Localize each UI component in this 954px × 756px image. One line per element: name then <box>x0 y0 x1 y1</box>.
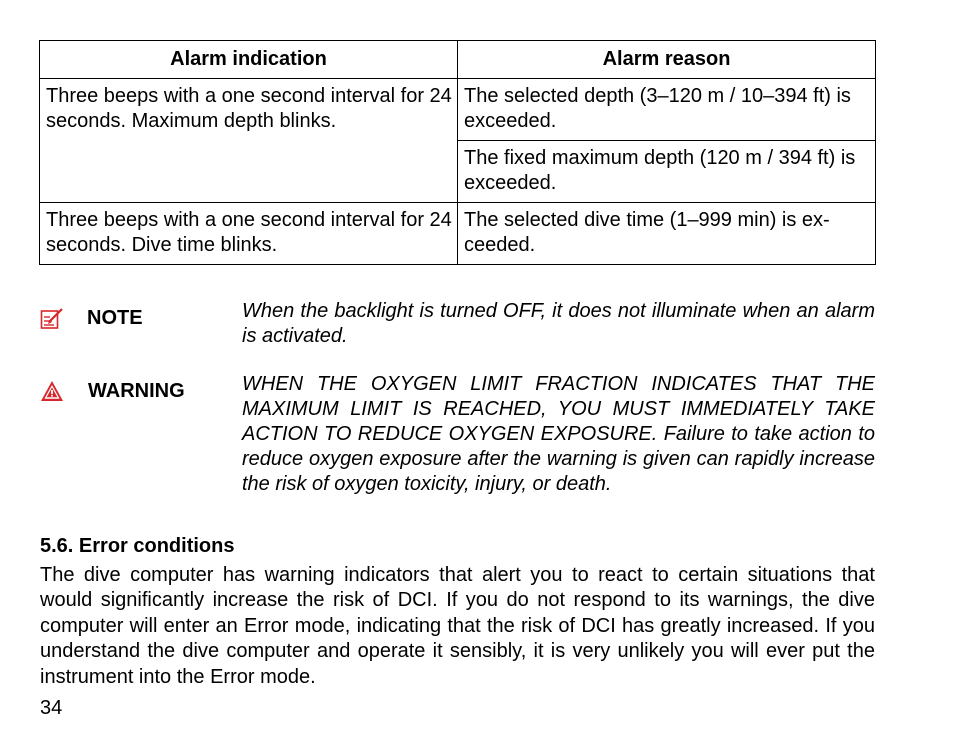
header-alarm-indication: Alarm indication <box>40 41 458 79</box>
cell-reason-selected-depth: The selected depth (3–120 m / 10–394 ft) is exceeded. <box>458 79 876 141</box>
warning-triangle-icon <box>40 379 64 403</box>
cell-indication-dive-time: Three beeps with a one second interval for 24 seconds. Dive time blinks. <box>40 203 458 265</box>
header-alarm-reason: Alarm reason <box>458 41 876 79</box>
table-row <box>40 203 876 265</box>
cell-reason-fixed-depth: The fixed maximum depth (120 m / 394 ft) is exceeded. <box>458 141 876 203</box>
note-pencil-icon <box>40 307 64 331</box>
warning-text: WHEN THE OXYGEN LIMIT FRACTION INDICATES THAT THE MAXIMUM LIMIT IS REACHED, YOU MUST IMMEDIATELY TAKE ACTION TO REDUCE OXYGEN EXPOSURE. Failure to take action to reduce oxygen exposure after the warning is given can rapidly increase the risk of oxygen toxicity, injury, or death. <box>242 373 875 495</box>
alarm-table <box>39 40 876 265</box>
cell-reason-dive-time: The selected dive time (1–999 min) is ex-ceeded. <box>458 203 876 265</box>
section-heading: 5.6. Error conditions <box>40 535 235 557</box>
note-text: When the backlight is turned OFF, it does not illuminate when an alarm is activated. <box>242 300 875 347</box>
note-label: NOTE <box>87 307 143 329</box>
table-header-row <box>40 41 876 79</box>
section-body: The dive computer has warning indicators that alert you to react to certain situations that would significantly increase the risk of DCI. If you do not respond to its warnings, the dive computer will enter an Error mode, indicating that the risk of DCI has greatly increased. If you understand the dive computer and operate it sensibly, it is very unlikely you will ever put the instrument into the Error mode. <box>40 564 875 688</box>
warning-label: WARNING <box>88 380 185 402</box>
page-number: 34 <box>40 697 63 719</box>
cell-indication-depth: Three beeps with a one second interval for 24 seconds. Maximum depth blinks. <box>40 79 458 203</box>
table-row <box>40 79 876 141</box>
